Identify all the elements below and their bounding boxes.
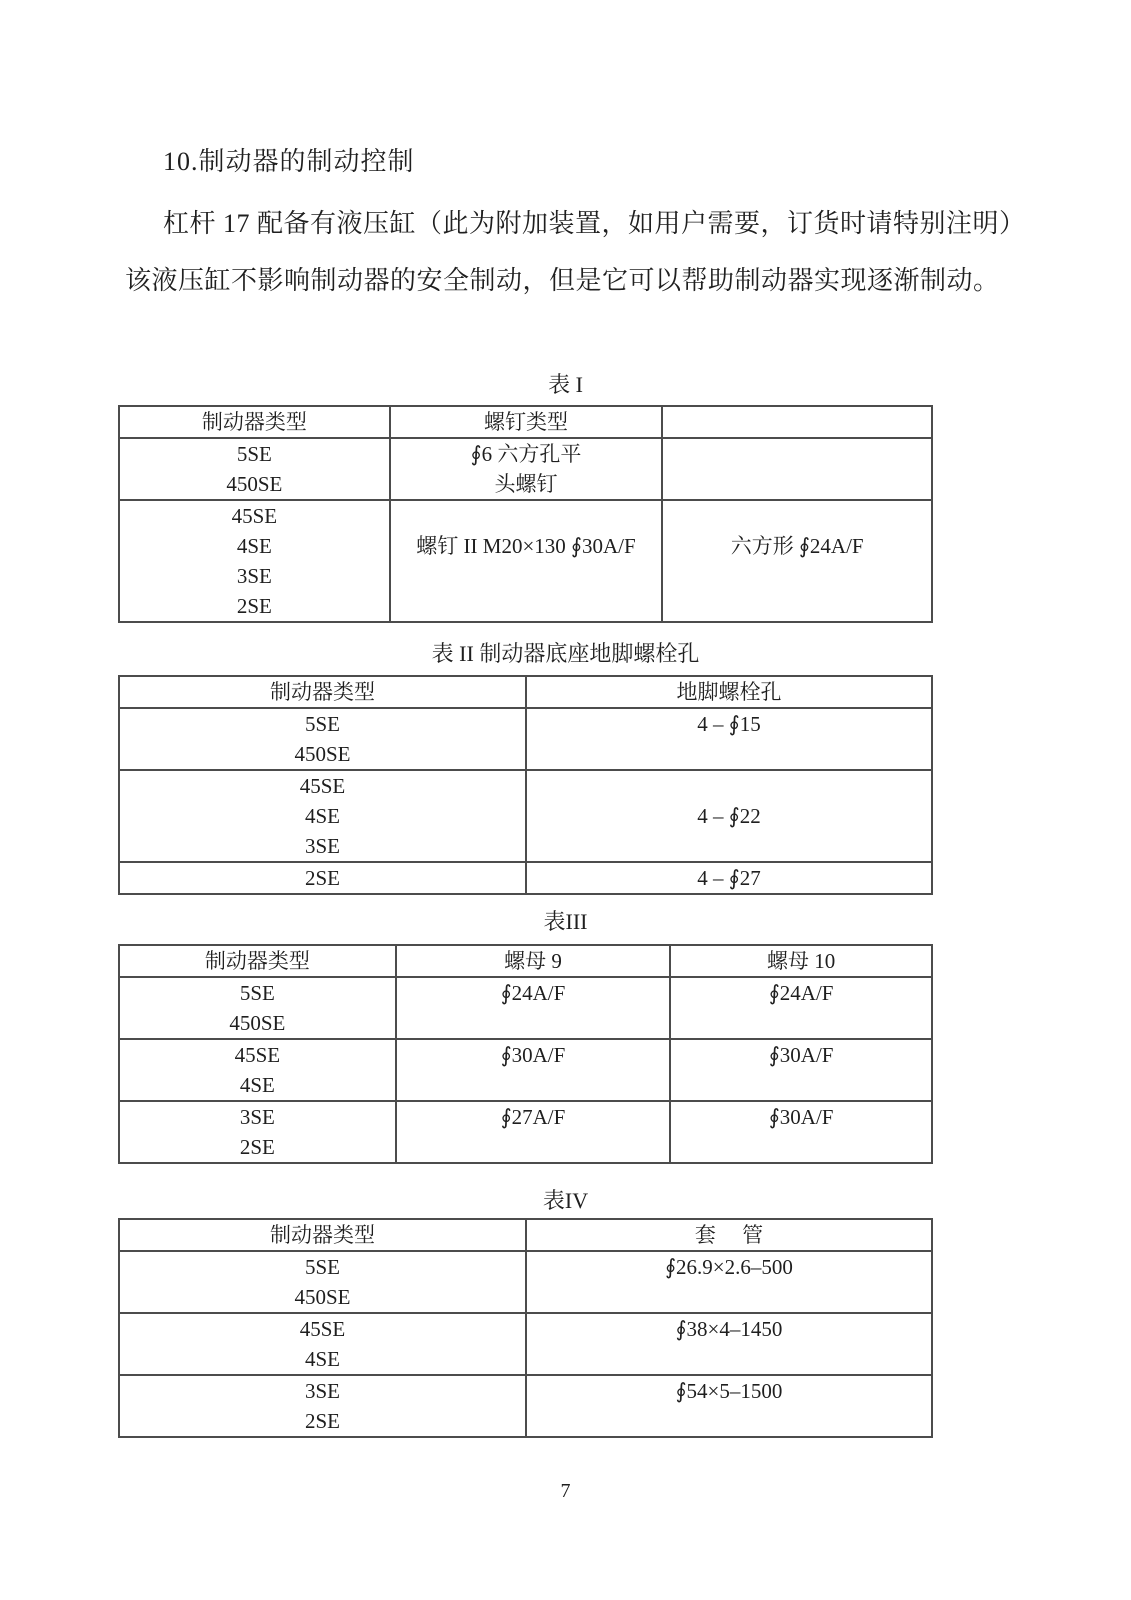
table-cell [119, 1251, 526, 1313]
cell-line: ∮27A/F [500, 1105, 566, 1129]
cell-line: ∮24A/F [500, 981, 566, 1005]
cell-line: 5SE [239, 981, 275, 1005]
cell-line: 4SE [236, 534, 272, 558]
table-cell [526, 1251, 932, 1313]
column-header [526, 676, 932, 708]
table-row [119, 1375, 932, 1437]
cell-line [663, 439, 931, 469]
column-header [119, 1219, 526, 1251]
table-cell [670, 977, 932, 1039]
cell-line: ∮24A/F [768, 981, 834, 1005]
table-cell [662, 500, 932, 622]
cell-line: 套 管 [694, 1223, 764, 1247]
cell-line: 4 – ∮15 [697, 712, 761, 736]
cell-line: 3SE [239, 1105, 275, 1129]
cell-line: 4 – ∮27 [697, 866, 761, 890]
cell-line: 5SE [236, 442, 272, 466]
cell-line: 450SE [294, 1285, 351, 1309]
table-cell [662, 438, 932, 500]
cell-line [391, 561, 662, 591]
column-header [119, 676, 526, 708]
section-heading: 10.制动器的制动控制 [163, 147, 415, 176]
cell-line: 45SE [299, 774, 346, 798]
cell-line: 2SE [304, 866, 340, 890]
cell-line: 4SE [304, 804, 340, 828]
table-cell [670, 1101, 932, 1163]
column-header [390, 406, 663, 438]
cell-line [663, 469, 931, 499]
cell-line: 3SE [304, 1379, 340, 1403]
table-cell [119, 862, 526, 894]
cell-line: 5SE [304, 712, 340, 736]
table-cell [526, 862, 932, 894]
table-cell [396, 1101, 671, 1163]
table-row [119, 1101, 932, 1163]
cell-line [663, 407, 931, 437]
table-row [119, 1039, 932, 1101]
cell-line: 4 – ∮22 [697, 804, 761, 828]
table-row [119, 770, 932, 862]
data-table-1 [118, 405, 933, 623]
cell-line [527, 1344, 931, 1374]
cell-line: 2SE [304, 1409, 340, 1433]
cell-line: 螺钉 II M20×130 ∮30A/F [416, 534, 636, 558]
cell-line: 六方形 ∮24A/F [730, 534, 864, 558]
table-cell [526, 1375, 932, 1437]
cell-line: 螺母 10 [767, 949, 836, 973]
data-table-3 [118, 944, 933, 1164]
cell-line: ∮30A/F [500, 1043, 566, 1067]
cell-line: 螺钉类型 [483, 410, 568, 434]
column-header [119, 945, 396, 977]
table-cell [119, 770, 526, 862]
cell-line: ∮30A/F [768, 1105, 834, 1129]
cell-line [397, 1070, 670, 1100]
cell-line: 45SE [234, 1043, 281, 1067]
paragraph-line: 该液压缸不影响制动器的安全制动，但是它可以帮助制动器实现逐渐制动。 [125, 266, 1000, 295]
cell-line: 5SE [304, 1255, 340, 1279]
cell-line: 地脚螺栓孔 [676, 680, 782, 704]
cell-line [397, 1008, 670, 1038]
table-cell [119, 500, 390, 622]
page-number: 7 [560, 1480, 571, 1502]
table-header-row [119, 676, 932, 708]
cell-line: 45SE [231, 504, 278, 528]
cell-line [527, 1406, 931, 1436]
cell-line [663, 591, 931, 621]
cell-line [397, 1132, 670, 1162]
cell-line [527, 771, 931, 801]
cell-line [663, 501, 931, 531]
data-table-4 [118, 1218, 933, 1438]
table-row [119, 500, 932, 622]
table-cell [526, 708, 932, 770]
cell-line: 头螺钉 [494, 472, 558, 496]
column-header [670, 945, 932, 977]
table-cell [390, 500, 663, 622]
table-row [119, 1251, 932, 1313]
cell-line [391, 591, 662, 621]
table-cell [396, 1039, 671, 1101]
table-cell [119, 977, 396, 1039]
cell-line: 4SE [239, 1073, 275, 1097]
table-cell [119, 438, 390, 500]
cell-line [671, 1070, 931, 1100]
table-header-row [119, 1219, 932, 1251]
cell-line: 4SE [304, 1347, 340, 1371]
table-caption: 表 I [548, 372, 583, 397]
table-caption: 表IV [542, 1188, 589, 1213]
cell-line: 450SE [226, 472, 283, 496]
cell-line: 2SE [236, 594, 272, 618]
cell-line [671, 1008, 931, 1038]
table-row [119, 862, 932, 894]
cell-line: 螺母 9 [504, 949, 562, 973]
column-header [526, 1219, 932, 1251]
table-cell [396, 977, 671, 1039]
cell-line: 制动器类型 [204, 949, 310, 973]
cell-line: ∮6 六方孔平 [470, 442, 582, 466]
table-caption: 表 II 制动器底座地脚螺栓孔 [431, 641, 700, 666]
cell-line: 450SE [294, 742, 351, 766]
cell-line: ∮30A/F [768, 1043, 834, 1067]
cell-line: ∮38×4–1450 [675, 1317, 783, 1341]
cell-line: ∮26.9×2.6–500 [665, 1255, 793, 1279]
table-header-row [119, 945, 932, 977]
table-caption: 表III [543, 909, 588, 934]
cell-line: 45SE [299, 1317, 346, 1341]
table-row [119, 438, 932, 500]
table-cell [119, 708, 526, 770]
column-header [119, 406, 390, 438]
column-header [396, 945, 671, 977]
table-cell [670, 1039, 932, 1101]
paragraph-line: 杠杆 17 配备有液压缸（此为附加装置，如用户需要，订货时请特别注明） [163, 209, 1026, 238]
table-cell [119, 1101, 396, 1163]
cell-line: 450SE [229, 1011, 286, 1035]
cell-line: ∮54×5–1500 [675, 1379, 783, 1403]
cell-line [527, 739, 931, 769]
table-cell [119, 1313, 526, 1375]
table-cell [526, 1313, 932, 1375]
table-cell [526, 770, 932, 862]
cell-line: 制动器类型 [201, 410, 307, 434]
data-table-2 [118, 675, 933, 895]
cell-line [527, 1282, 931, 1312]
table-header-row [119, 406, 932, 438]
table-cell [119, 1039, 396, 1101]
cell-line [391, 501, 662, 531]
cell-line: 3SE [236, 564, 272, 588]
cell-line [527, 831, 931, 861]
cell-line [671, 1132, 931, 1162]
cell-line [663, 561, 931, 591]
table-row [119, 977, 932, 1039]
table-row [119, 708, 932, 770]
cell-line: 2SE [239, 1135, 275, 1159]
cell-line: 制动器类型 [270, 680, 375, 704]
cell-line: 制动器类型 [270, 1223, 375, 1247]
table-cell [119, 1375, 526, 1437]
column-header [662, 406, 932, 438]
table-row [119, 1313, 932, 1375]
table-cell [390, 438, 663, 500]
cell-line: 3SE [304, 834, 340, 858]
